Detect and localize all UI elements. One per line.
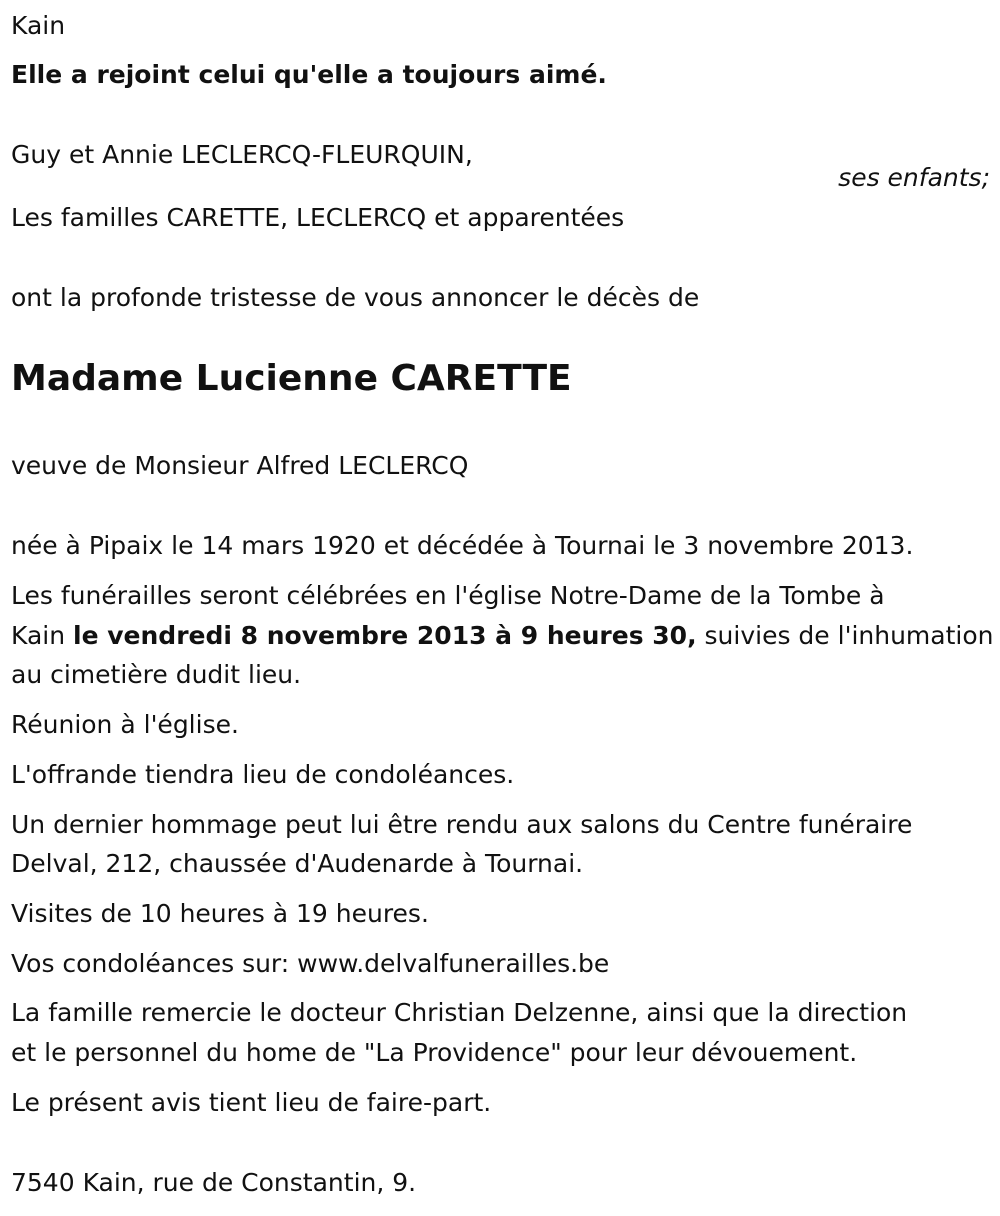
place-heading: Kain bbox=[11, 11, 66, 40]
faire-part: Le présent avis tient lieu de faire-part. bbox=[11, 1088, 492, 1117]
meeting: Réunion à l'église. bbox=[11, 710, 239, 739]
funeral-line-2-start: Kain bbox=[11, 621, 74, 650]
offering: L'offrande tiendra lieu de condoléances. bbox=[11, 760, 515, 789]
children-line: Guy et Annie LECLERCQ-FLEURQUIN, bbox=[11, 140, 473, 169]
widow-of: veuve de Monsieur Alfred LECLERCQ bbox=[11, 451, 469, 480]
tribute-line-1: Un dernier hommage peut lui être rendu aux salons du Centre funéraire bbox=[11, 810, 913, 839]
thanks-line-2: et le personnel du home de "La Providence" pour leur dévouement. bbox=[11, 1038, 858, 1067]
announcement: ont la profonde tristesse de vous annoncer le décès de bbox=[11, 283, 700, 312]
address: 7540 Kain, rue de Constantin, 9. bbox=[11, 1168, 417, 1197]
funeral-line-1: Les funérailles seront célébrées en l'église Notre-Dame de la Tombe à bbox=[11, 581, 885, 610]
deceased-name: Madame Lucienne CARETTE bbox=[11, 358, 572, 399]
funeral-line-2 bbox=[11, 616, 994, 656]
children-role: ses enfants; bbox=[838, 163, 990, 192]
funeral-line-3: au cimetière dudit lieu. bbox=[11, 660, 302, 689]
tribute-line-2: Delval, 212, chaussée d'Audenarde à Tournai. bbox=[11, 849, 584, 878]
epigraph: Elle a rejoint celui qu'elle a toujours aimé. bbox=[11, 60, 607, 89]
funeral-line-2-end: suivies de l'inhumation bbox=[696, 621, 994, 650]
funeral-date-time: le vendredi 8 novembre 2013 à 9 heures 30, bbox=[73, 621, 697, 650]
visits: Visites de 10 heures à 19 heures. bbox=[11, 899, 429, 928]
families-line: Les familles CARETTE, LECLERCQ et apparentées bbox=[11, 203, 625, 232]
thanks-line-1: La famille remercie le docteur Christian Delzenne, ainsi que la direction bbox=[11, 998, 908, 1027]
birth-death: née à Pipaix le 14 mars 1920 et décédée à Tournai le 3 novembre 2013. bbox=[11, 531, 914, 560]
condolences: Vos condoléances sur: www.delvalfunerailles.be bbox=[11, 949, 610, 978]
